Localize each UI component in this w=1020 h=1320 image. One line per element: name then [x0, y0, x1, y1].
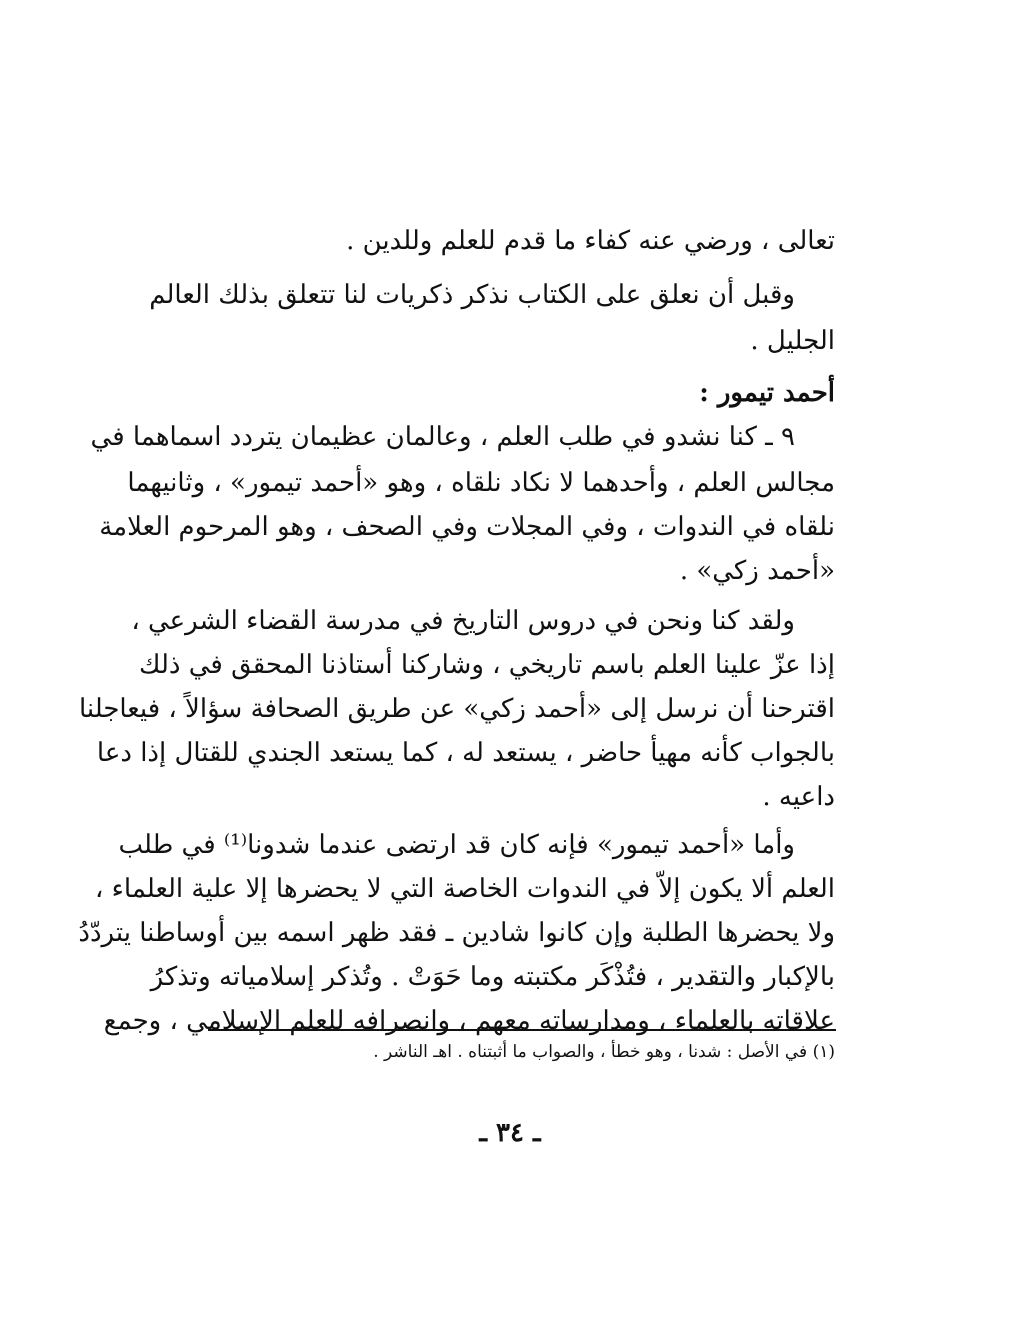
footnote: (١) في الأصل : شدنا ، وهو خطأ ، والصواب ما أثبتناه . اهـ الناشر .	[373, 1042, 835, 1062]
intro-line: تعالى ، ورضي عنه كفاء ما قدم للعلم وللدين .	[346, 226, 835, 256]
paragraph-1-line-2: الجليل .	[750, 326, 835, 356]
paragraph-4-line-1: وأما «أحمد تيمور» فإنه كان قد ارتضى عندما شدونا⁽¹⁾ في طلب	[118, 830, 795, 860]
paragraph-4-line-4: بالإكبار والتقدير ، فتُذْكَر مكتبته وما حَوَتْ . وتُذكر إسلامياته وتذكرُ	[150, 962, 835, 992]
footnote-divider	[208, 1029, 836, 1031]
paragraph-3-line-4: بالجواب كأنه مهيأ حاضر ، يستعد له ، كما يستعد الجندي للقتال إذا دعا	[96, 738, 835, 768]
paragraph-3-line-1: ولقد كنا ونحن في دروس التاريخ في مدرسة القضاء الشرعي ،	[131, 606, 795, 636]
paragraph-2-line-1: ٩ ـ كنا نشدو في طلب العلم ، وعالمان عظيمان يتردد اسماهما في	[90, 422, 795, 452]
paragraph-3-line-5: داعيه .	[762, 782, 835, 812]
paragraph-4-line-3: ولا يحضرها الطلبة وإن كانوا شادين ـ فقد ظهر اسمه بين أوساطنا يتردّدُ	[78, 918, 835, 948]
page-number: ـ ٣٤ ـ	[479, 1118, 541, 1148]
paragraph-3-line-2: إذا عزّ علينا العلم باسم تاريخي ، وشاركنا أستاذنا المحقق في ذلك	[139, 650, 835, 680]
paragraph-3-line-3: اقترحنا أن نرسل إلى «أحمد زكي» عن طريق الصحافة سؤالاً ، فيعاجلنا	[78, 694, 835, 724]
paragraph-1-line-1: وقبل أن نعلق على الكتاب نذكر ذكريات لنا تتعلق بذلك العالم	[149, 280, 795, 310]
paragraph-2-line-2: مجالس العلم ، وأحدهما لا نكاد نلقاه ، وهو «أحمد تيمور» ، وثانيهما	[127, 468, 835, 498]
paragraph-4-line-5: علاقاته بالعلماء ، ومدارساته معهم ، وانصرافه للعلم الإسلامي ، وجمع	[103, 1006, 835, 1036]
paragraph-2-line-4: «أحمد زكي» .	[679, 556, 835, 586]
section-heading: أحمد تيمور :	[699, 378, 835, 408]
paragraph-4-line-2: العلم ألا يكون إلاّ في الندوات الخاصة التي لا يحضرها إلا علية العلماء ،	[95, 874, 835, 904]
paragraph-2-line-3: نلقاه في الندوات ، وفي المجلات وفي الصحف ، وهو المرحوم العلامة	[99, 512, 835, 542]
